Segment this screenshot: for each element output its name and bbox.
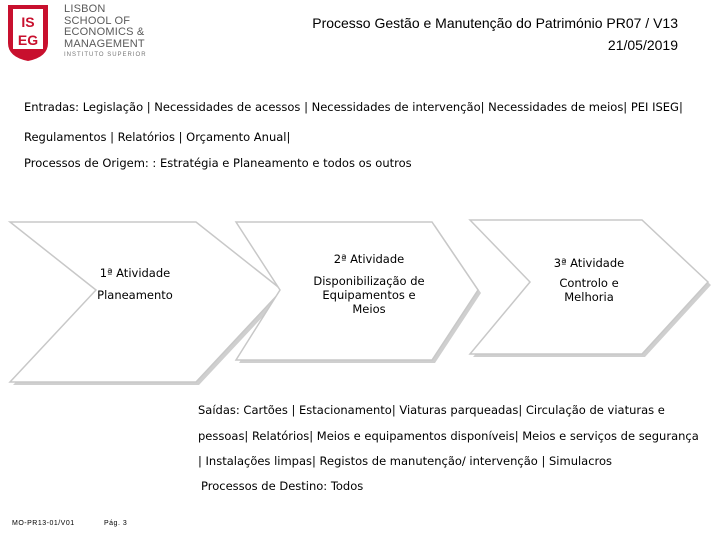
logo-subtitle: INSTITUTO SUPERIOR — [64, 52, 147, 58]
logo-line-4: MANAGEMENT — [64, 37, 145, 50]
outputs-line-1: Saídas: Cartões | Estacionamento| Viaturas parqueadas| Circulação de viaturas e — [198, 403, 665, 417]
footer-code: MO-PR13-01/V01 — [12, 520, 75, 527]
activity-1-title: 1ª Atividade — [99, 266, 171, 280]
activity-2-title: 2ª Atividade — [333, 252, 405, 266]
inputs-line-2: Regulamentos | Relatórios | Orçamento Anual| — [24, 130, 291, 144]
svg-text:IS: IS — [21, 14, 35, 30]
activity-1-name: Planeamento — [97, 288, 173, 302]
outputs-line-2: pessoas| Relatórios| Meios e equipamentos disponíveis| Meios e serviços de segurança — [198, 429, 699, 443]
inputs-line-3: Processos de Origem: : Estratégia e Planeamento e todos os outros — [24, 156, 412, 170]
outputs-line-3: | Instalações limpas| Registos de manutenção/ intervenção | Simulacros — [198, 454, 613, 468]
footer-page: Pág. 3 — [104, 520, 128, 527]
activity-3 — [534, 256, 644, 304]
process-title: Processo Gestão e Manutenção do Património PR07 / V13 — [312, 15, 678, 31]
logo-line-2: SCHOOL OF — [64, 14, 131, 27]
inputs-line-1: Entradas: Legislação | Necessidades de acessos | Necessidades de intervenção| Necessidades de meios| PEI ISEG| — [24, 100, 683, 114]
logo-line-1: LISBON — [64, 3, 106, 15]
process-date: 21/05/2019 — [607, 37, 678, 53]
activity-3-title: 3ª Atividade — [553, 256, 625, 270]
outputs-line-4: Processos de Destino: Todos — [201, 479, 364, 493]
activity-2 — [306, 252, 432, 316]
svg-text:EG: EG — [17, 32, 39, 48]
activity-2-name: Disponibilização de Equipamentos e Meios — [313, 274, 425, 316]
activity-1 — [80, 266, 190, 302]
activity-3-name: Controlo e Melhoria — [559, 276, 619, 304]
logo-line-3: ECONOMICS & — [64, 26, 145, 38]
